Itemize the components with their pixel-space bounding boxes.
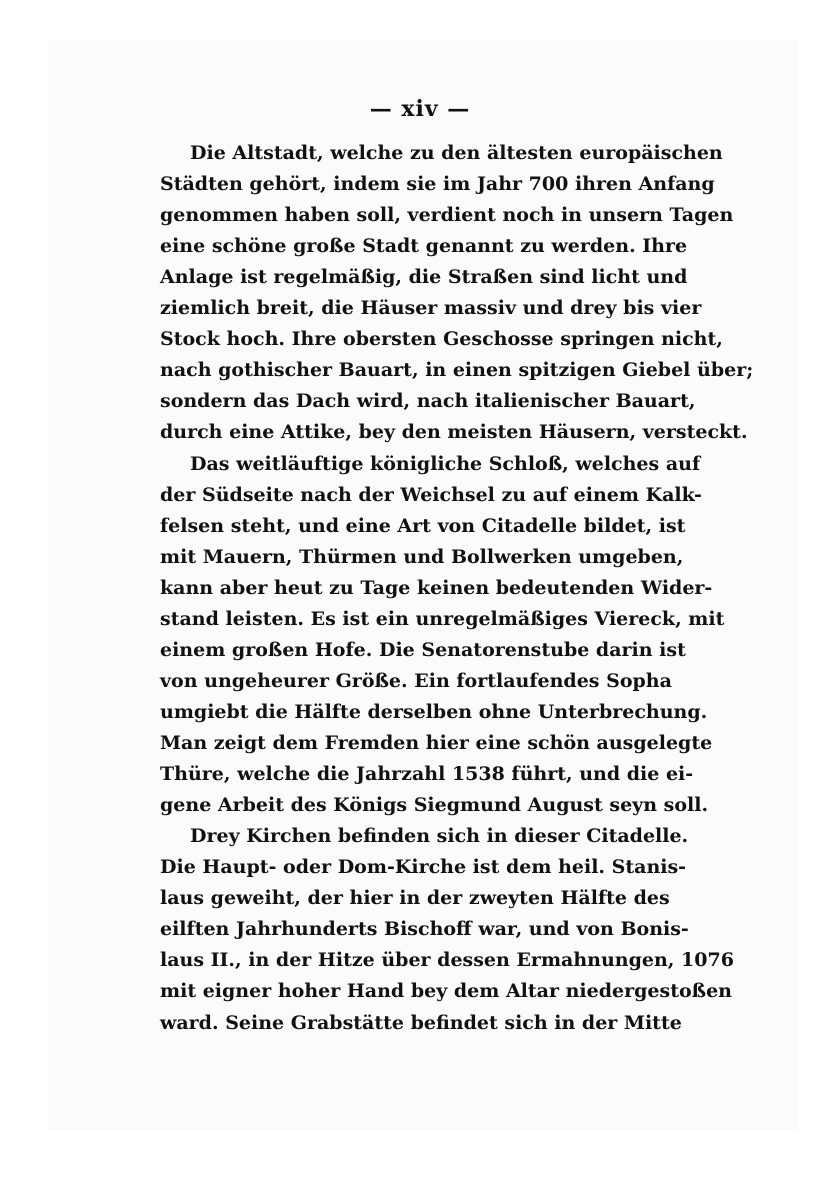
text-line: kann aber heut zu Tage keinen bedeutenden Wider- [160,577,713,599]
text-line: gene Arbeit des Königs Siegmund August seyn soll. [160,794,709,816]
text-line: umgiebt die Hälfte derselben ohne Unterbrechung. [160,701,708,723]
text-line: felsen steht, und eine Art von Citadelle bildet, ist [160,515,686,537]
text-line: von ungeheurer Größe. Ein fortlaufendes Sopha [160,670,672,692]
text-line: Anlage ist regelmäßig, die Straßen sind licht und [160,266,688,288]
text-line: Drey Kirchen befinden sich in dieser Citadelle. [190,825,689,847]
text-line: Das weitläuftige königliche Schloß, welches auf [190,453,701,475]
text-line: sondern das Dach wird, nach italienischer Bauart, [160,390,696,412]
text-line: genommen haben soll, verdient noch in unsern Tagen [160,204,734,226]
text-line: mit eigner hoher Hand bey dem Altar niedergestoßen [160,980,732,1002]
text-line: Man zeigt dem Fremden hier eine schön ausgelegte [160,732,713,754]
text-line: der Südseite nach der Weichsel zu auf einem Kalk- [160,484,702,506]
text-line: mit Mauern, Thürmen und Bollwerken umgeben, [160,546,684,568]
text-line: stand leisten. Es ist ein unregelmäßiges Viereck, mit [160,608,725,630]
page-number: — xiv — [369,96,471,122]
text-line: durch eine Attike, bey den meisten Häusern, versteckt. [160,421,748,443]
text-line: nach gothischer Bauart, in einen spitzigen Giebel über; [160,359,754,381]
text-line: Stock hoch. Ihre obersten Geschosse springen nicht, [160,328,723,350]
text-line: ziemlich breit, die Häuser massiv und drey bis vier [160,297,702,319]
text-line: Die Haupt- oder Dom-Kirche ist dem heil. Stanis- [160,856,687,878]
text-line: laus geweiht, der hier in der zweyten Hälfte des [160,887,670,909]
text-line: einem großen Hofe. Die Senatorenstube darin ist [160,639,686,661]
text-line: Die Altstadt, welche zu den ältesten europäischen [190,142,723,164]
text-line: ward. Seine Grabstätte befindet sich in der Mitte [160,1012,682,1034]
text-line: Thüre, welche die Jahrzahl 1538 führt, und die ei- [160,763,694,785]
text-line: laus II., in der Hitze über dessen Ermahnungen, 1076 [160,949,734,971]
text-line: Städten gehört, indem sie im Jahr 700 ihren Anfang [160,173,715,195]
text-line: eine schöne große Stadt genannt zu werden. Ihre [160,235,688,257]
text-line: eilften Jahrhunderts Bischoff war, und von Bonis- [160,918,689,940]
